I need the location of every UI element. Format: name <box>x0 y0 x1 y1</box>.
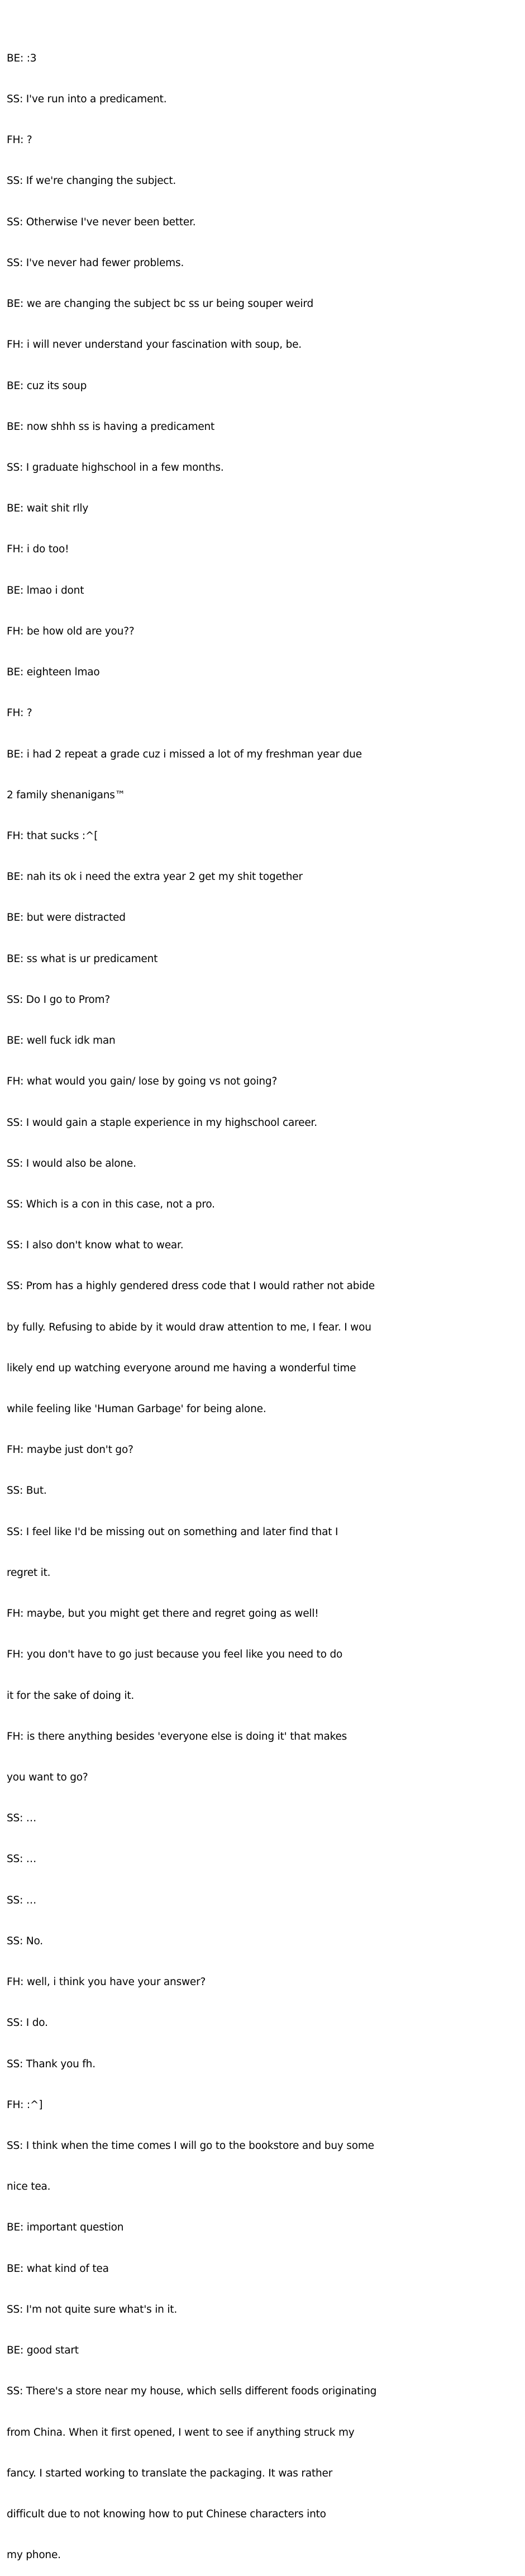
chat-line: BE: wait shit rlly <box>7 503 89 515</box>
chat-line: FH: is there anything besides 'everyone else is doing it' that makes <box>7 1730 347 1742</box>
chat-line: FH: maybe, but you might get there and regret going as well! <box>7 1608 319 1620</box>
chat-line: SS: … <box>7 1853 37 1865</box>
chat-line: SS: I graduate highschool in a few months. <box>7 462 224 473</box>
chat-line: SS: There's a store near my house, which sells different foods originating <box>7 2385 377 2398</box>
chat-line: FH: i will never understand your fascination with soup, be. <box>7 339 302 351</box>
chat-line: SS: … <box>7 1812 37 1825</box>
chat-line: FH: ? <box>7 134 32 146</box>
chat-line: BE: eighteen lmao <box>7 666 100 679</box>
chat-line: SS: If we're changing the subject. <box>7 175 176 187</box>
chat-line: FH: be how old are you?? <box>7 625 135 637</box>
chat-line: my phone. <box>7 2549 61 2561</box>
chat-line: FH: that sucks :^[ <box>7 830 98 842</box>
chat-line: SS: I feel like I'd be missing out on something and later find that I <box>7 1526 338 1538</box>
chat-line: BE: but were distracted <box>7 912 126 924</box>
chat-line: difficult due to not knowing how to put Chinese characters into <box>7 2508 326 2520</box>
chat-line: BE: i had 2 repeat a grade cuz i missed a lot of my freshman year due <box>7 748 362 760</box>
chat-line: BE: nah its ok i need the extra year 2 get my shit together <box>7 871 303 883</box>
chat-line: SS: … <box>7 1894 37 1906</box>
chat-line: FH: ? <box>7 707 32 719</box>
chat-line: SS: I do. <box>7 2017 48 2029</box>
chat-line: BE: important question <box>7 2222 124 2234</box>
chat-line: FH: maybe just don't go? <box>7 1444 133 1456</box>
chat-line: FH: what would you gain/ lose by going vs not going? <box>7 1076 278 1088</box>
chat-line: you want to go? <box>7 1772 88 1783</box>
chat-line: FH: i do too! <box>7 543 69 556</box>
chat-line: SS: Which is a con in this case, not a pro. <box>7 1198 215 1210</box>
chat-line: SS: I also don't know what to wear. <box>7 1239 184 1252</box>
chat-line: SS: I've run into a predicament. <box>7 93 167 106</box>
chat-line: BE: lmao i dont <box>7 584 84 596</box>
chat-line: while feeling like 'Human Garbage' for being alone. <box>7 1403 266 1415</box>
chat-line: FH: :^] <box>7 2099 43 2111</box>
chat-line: SS: Do I go to Prom? <box>7 993 110 1006</box>
chat-line: SS: I'm not quite sure what's in it. <box>7 2303 178 2315</box>
chat-line: BE: now shhh ss is having a predicament <box>7 420 215 433</box>
chat-line: SS: Prom has a highly gendered dress code that I would rather not abide <box>7 1280 375 1292</box>
chat-line: 2 family shenanigans™ <box>7 789 126 801</box>
chat-line: BE: ss what is ur predicament <box>7 953 158 965</box>
chat-line: SS: I think when the time comes I will go to the bookstore and buy some <box>7 2139 374 2152</box>
chat-line: BE: cuz its soup <box>7 380 87 392</box>
chat-line: FH: well, i think you have your answer? <box>7 1976 206 1988</box>
chat-line: FH: you don't have to go just because you feel like you need to do <box>7 1649 343 1661</box>
chat-line: BE: :3 <box>7 52 37 64</box>
chat-line: SS: I would gain a staple experience in my highschool career. <box>7 1116 317 1129</box>
chat-line: fancy. I started working to translate the packaging. It was rather <box>7 2467 333 2479</box>
chat-line: BE: well fuck idk man <box>7 1035 116 1047</box>
chat-line: SS: Otherwise I've never been better. <box>7 216 196 228</box>
chat-line: it for the sake of doing it. <box>7 1689 135 1702</box>
chat-line: SS: Thank you fh. <box>7 2058 96 2070</box>
chat-line: SS: No. <box>7 1935 43 1947</box>
chat-line: regret it. <box>7 1566 51 1579</box>
chat-line: SS: I've never had fewer problems. <box>7 257 184 269</box>
chat-line: SS: But. <box>7 1485 47 1497</box>
chat-line: BE: good start <box>7 2345 79 2357</box>
chat-line: from China. When it first opened, I went to see if anything struck my <box>7 2426 355 2438</box>
chat-log <box>7 25 525 2576</box>
chat-line: BE: what kind of tea <box>7 2262 109 2275</box>
chat-line: by fully. Refusing to abide by it would draw attention to me, I fear. I wou <box>7 1321 371 1333</box>
chat-line: nice tea. <box>7 2181 51 2193</box>
chat-line: SS: I would also be alone. <box>7 1157 136 1169</box>
chat-line: BE: we are changing the subject bc ss ur being souper weird <box>7 298 313 310</box>
chat-line: likely end up watching everyone around me having a wonderful time <box>7 1362 356 1374</box>
